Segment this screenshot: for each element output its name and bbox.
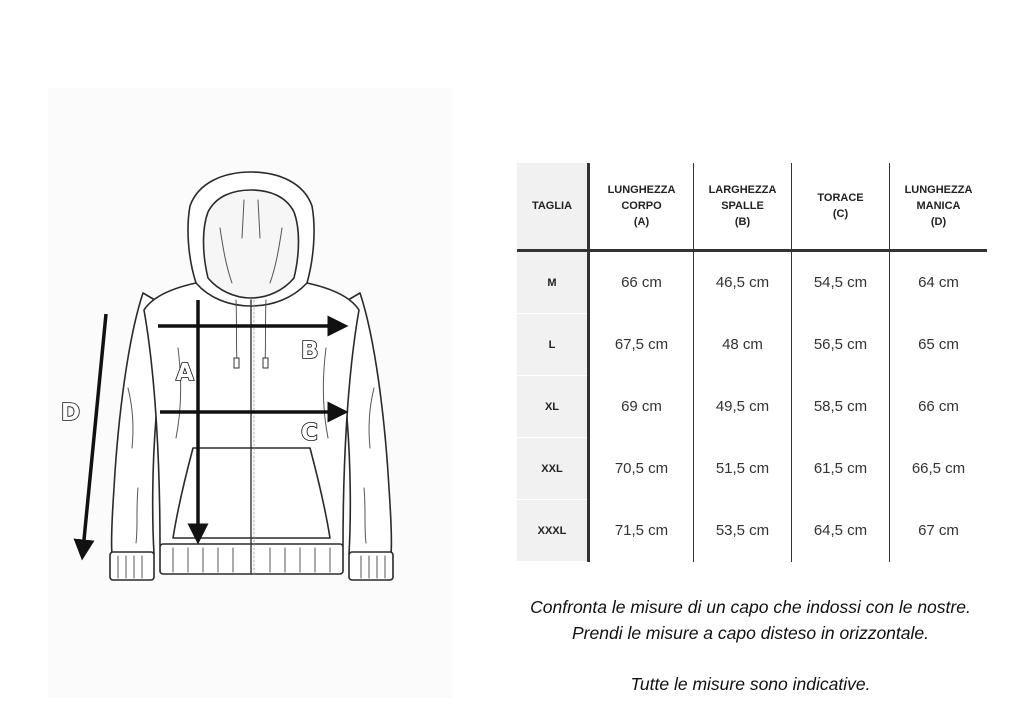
table-row xyxy=(517,251,987,314)
cell-chest: 54,5 cm xyxy=(792,251,890,314)
arrow-d xyxy=(83,314,106,550)
cell-body-length: 69 cm xyxy=(589,376,694,438)
cell-sleeve-length: 66 cm xyxy=(890,376,988,438)
cell-body-length: 71,5 cm xyxy=(589,500,694,562)
cell-shoulder-width: 51,5 cm xyxy=(694,438,792,500)
cell-size: XXXL xyxy=(517,500,589,562)
table-header-row xyxy=(517,163,987,251)
label-d: D xyxy=(61,400,81,426)
hoodie-illustration xyxy=(48,88,453,698)
cell-size: L xyxy=(517,314,589,376)
size-chart-table xyxy=(517,163,987,562)
measurement-notes xyxy=(478,594,1023,697)
cell-body-length: 67,5 cm xyxy=(589,314,694,376)
header-sleeve-length: LUNGHEZZA MANICA (D) xyxy=(890,163,988,251)
label-a: A xyxy=(176,360,194,386)
cell-size: XXL xyxy=(517,438,589,500)
cell-size: M xyxy=(517,251,589,314)
header-body-length: LUNGHEZZA CORPO (A) xyxy=(589,163,694,251)
cell-shoulder-width: 48 cm xyxy=(694,314,792,376)
note-indicative: Tutte le misure sono indicative. xyxy=(630,674,871,694)
cell-sleeve-length: 67 cm xyxy=(890,500,988,562)
label-c: C xyxy=(301,420,318,446)
table-row xyxy=(517,376,987,438)
cell-shoulder-width: 53,5 cm xyxy=(694,500,792,562)
cell-chest: 58,5 cm xyxy=(792,376,890,438)
header-size: TAGLIA xyxy=(517,163,589,251)
note-how-to-measure: Prendi le misure a capo disteso in orizzontale. xyxy=(572,623,929,643)
header-shoulder-width: LARGHEZZA SPALLE (B) xyxy=(694,163,792,251)
note-compare: Confronta le misure di un capo che indossi con le nostre. xyxy=(530,597,971,617)
header-chest: TORACE (C) xyxy=(792,163,890,251)
hoodie-diagram xyxy=(48,88,453,698)
cell-sleeve-length: 64 cm xyxy=(890,251,988,314)
cell-body-length: 66 cm xyxy=(589,251,694,314)
table-row xyxy=(517,438,987,500)
cell-shoulder-width: 49,5 cm xyxy=(694,376,792,438)
label-b: B xyxy=(301,338,319,364)
table-row xyxy=(517,500,987,562)
cell-chest: 64,5 cm xyxy=(792,500,890,562)
cell-chest: 56,5 cm xyxy=(792,314,890,376)
table-row xyxy=(517,314,987,376)
cell-sleeve-length: 66,5 cm xyxy=(890,438,988,500)
cell-shoulder-width: 46,5 cm xyxy=(694,251,792,314)
cell-chest: 61,5 cm xyxy=(792,438,890,500)
cell-sleeve-length: 65 cm xyxy=(890,314,988,376)
cell-body-length: 70,5 cm xyxy=(589,438,694,500)
cell-size: XL xyxy=(517,376,589,438)
